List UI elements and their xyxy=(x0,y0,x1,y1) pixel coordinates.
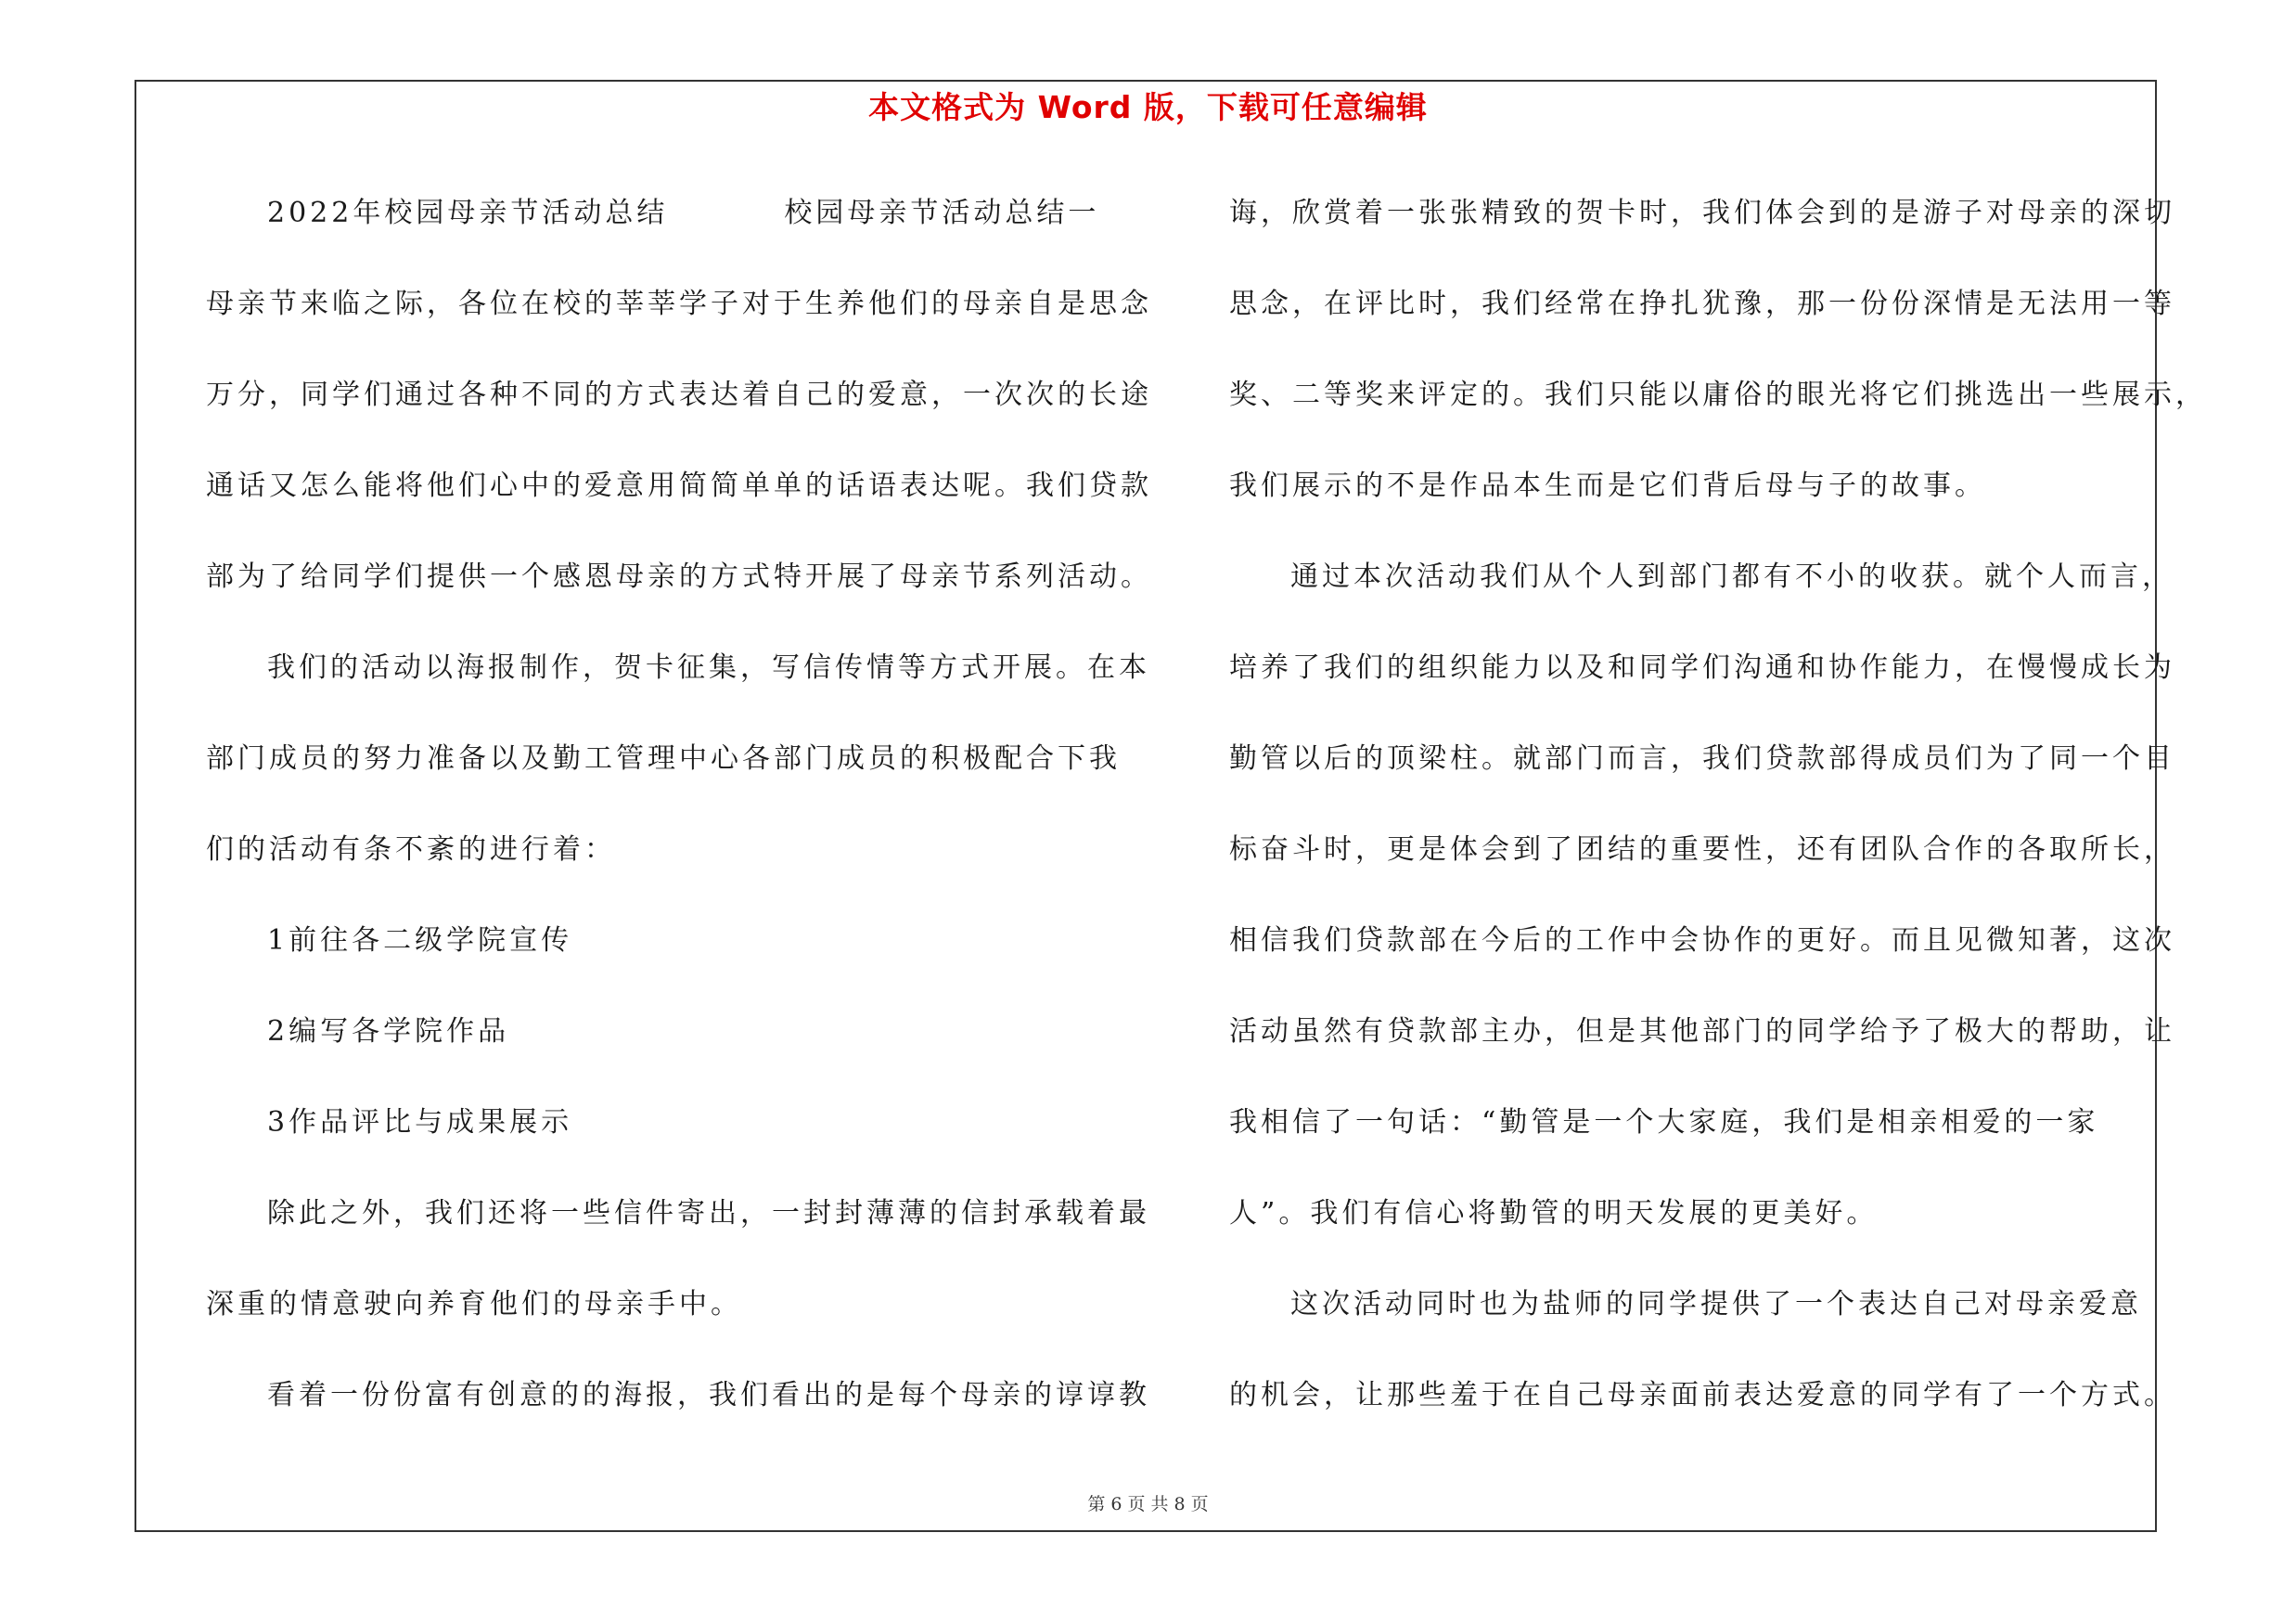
list-item: 3作品评比与成果展示 xyxy=(267,1106,573,1139)
page-number-footer: 第 6 页 共 8 页 xyxy=(1087,1494,1209,1514)
paragraph-line: 万分，同学们通过各种不同的方式表达着自己的爱意，一次次的长途 xyxy=(206,379,1152,411)
paragraph-line: 母亲节来临之际，各位在校的莘莘学子对于生养他们的母亲自是思念 xyxy=(206,288,1152,320)
paragraph-line: 我们展示的不是作品本生而是它们背后母与子的故事。 xyxy=(1229,470,1986,502)
paragraph-line: 相信我们贷款部在今后的工作中会协作的更好。而且见微知著，这次 xyxy=(1229,924,2175,957)
paragraph-line: 通过本次活动我们从个人到部门都有不小的收获。就个人而言， xyxy=(1290,560,2174,593)
paragraph-line: 们的活动有条不紊的进行着： xyxy=(206,833,616,866)
list-item: 2编写各学院作品 xyxy=(267,1015,510,1048)
paragraph-line: 勤管以后的顶梁柱。就部门而言，我们贷款部得成员们为了同一个目 xyxy=(1229,742,2175,775)
paragraph-line: 培养了我们的组织能力以及和同学们沟通和协作能力，在慢慢成长为 xyxy=(1229,651,2175,684)
paragraph-line: 诲，欣赏着一张张精致的贺卡时，我们体会到的是游子对母亲的深切 xyxy=(1229,197,2175,229)
list-item: 1前往各二级学院宣传 xyxy=(267,924,573,957)
paragraph-line: 深重的情意驶向养育他们的母亲手中。 xyxy=(206,1288,742,1320)
paragraph-line: 看着一份份富有创意的的海报，我们看出的是每个母亲的谆谆教 xyxy=(267,1379,1150,1411)
left-column xyxy=(206,186,1152,1459)
paragraph-line: 我相信了一句话：“勤管是一个大家庭，我们是相亲相爱的一家 xyxy=(1229,1106,2099,1139)
paragraph-line: 奖、二等奖来评定的。我们只能以庸俗的眼光将它们挑选出一些展示， xyxy=(1229,379,2207,411)
doc-subtitle: 校园母亲节活动总结一 xyxy=(784,197,1100,229)
paragraph-line: 思念，在评比时，我们经常在挣扎犹豫，那一份份深情是无法用一等 xyxy=(1229,288,2175,320)
paragraph-line: 部为了给同学们提供一个感恩母亲的方式特开展了母亲节系列活动。 xyxy=(206,560,1152,593)
word-format-banner: 本文格式为 Word 版，下载可任意编辑 xyxy=(868,89,1428,125)
paragraph-line: 活动虽然有贷款部主办，但是其他部门的同学给予了极大的帮助，让 xyxy=(1229,1015,2175,1048)
paragraph-line: 除此之外，我们还将一些信件寄出，一封封薄薄的信封承载着最 xyxy=(267,1197,1150,1230)
title-line xyxy=(206,186,1152,277)
right-column xyxy=(1229,186,2207,1459)
paragraph-line: 通话又怎么能将他们心中的爱意用简简单单的话语表达呢。我们贷款 xyxy=(206,470,1152,502)
paragraph-line: 人”。我们有信心将勤管的明天发展的更美好。 xyxy=(1229,1197,1879,1230)
paragraph-line: 标奋斗时，更是体会到了团结的重要性，还有团队合作的各取所长， xyxy=(1229,833,2175,866)
paragraph-line: 这次活动同时也为盐师的同学提供了一个表达自己对母亲爱意 xyxy=(1290,1288,2142,1320)
paragraph-line: 的机会，让那些羞于在自己母亲面前表达爱意的同学有了一个方式。 xyxy=(1229,1379,2175,1411)
paragraph-line: 部门成员的努力准备以及勤工管理中心各部门成员的积极配合下我 xyxy=(206,742,1121,775)
paragraph-line: 我们的活动以海报制作，贺卡征集，写信传情等方式开展。在本 xyxy=(267,651,1150,684)
doc-title: 2022年校园母亲节活动总结 xyxy=(267,197,669,229)
